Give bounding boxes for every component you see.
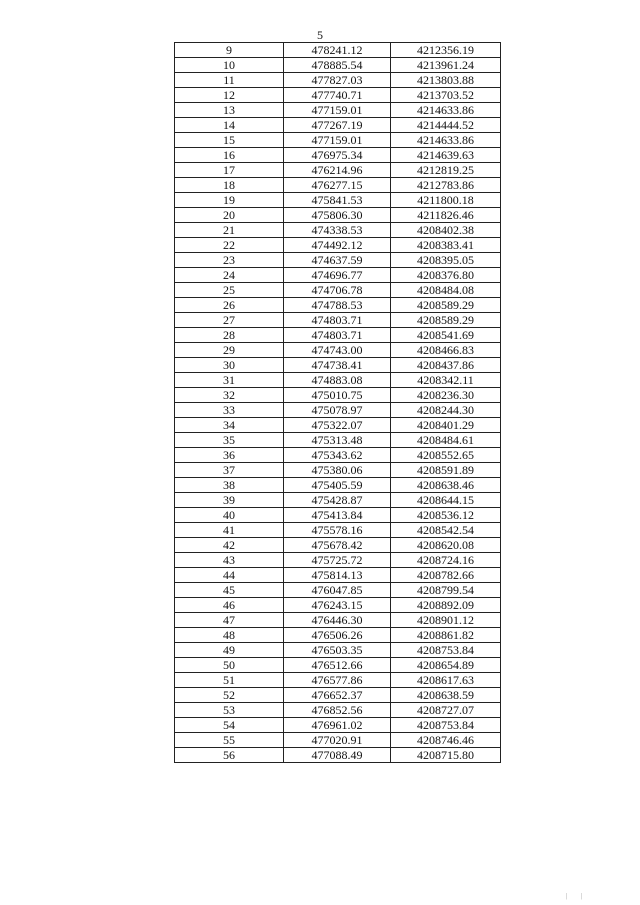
- table-row: [175, 58, 501, 73]
- x-coordinate-cell: 476512.66: [284, 658, 391, 673]
- y-coordinate-cell: 4208799.54: [391, 583, 501, 598]
- table-row: [175, 283, 501, 298]
- x-coordinate-cell: 475343.62: [284, 448, 391, 463]
- table-row: [175, 643, 501, 658]
- point-number-cell: 52: [175, 688, 284, 703]
- y-coordinate-cell: 4208589.29: [391, 313, 501, 328]
- table-row: [175, 388, 501, 403]
- x-coordinate-cell: 474696.77: [284, 268, 391, 283]
- y-coordinate-cell: 4208861.82: [391, 628, 501, 643]
- x-coordinate-cell: 476047.85: [284, 583, 391, 598]
- coordinates-table-body: [175, 43, 501, 763]
- table-row: [175, 613, 501, 628]
- y-coordinate-cell: 4208342.11: [391, 373, 501, 388]
- x-coordinate-cell: 476975.34: [284, 148, 391, 163]
- point-number-cell: 17: [175, 163, 284, 178]
- point-number-cell: 32: [175, 388, 284, 403]
- y-coordinate-cell: 4208892.09: [391, 598, 501, 613]
- x-coordinate-cell: 475678.42: [284, 538, 391, 553]
- point-number-cell: 29: [175, 343, 284, 358]
- table-row: [175, 583, 501, 598]
- x-coordinate-cell: 475380.06: [284, 463, 391, 478]
- y-coordinate-cell: 4208244.30: [391, 403, 501, 418]
- x-coordinate-cell: 474883.08: [284, 373, 391, 388]
- x-coordinate-cell: 477088.49: [284, 748, 391, 763]
- point-number-cell: 18: [175, 178, 284, 193]
- point-number-cell: 16: [175, 148, 284, 163]
- x-coordinate-cell: 476852.56: [284, 703, 391, 718]
- point-number-cell: 48: [175, 628, 284, 643]
- point-number-cell: 41: [175, 523, 284, 538]
- y-coordinate-cell: 4213703.52: [391, 88, 501, 103]
- point-number-cell: 40: [175, 508, 284, 523]
- y-coordinate-cell: 4208589.29: [391, 298, 501, 313]
- y-coordinate-cell: 4208395.05: [391, 253, 501, 268]
- y-coordinate-cell: 4208591.89: [391, 463, 501, 478]
- table-row: [175, 88, 501, 103]
- x-coordinate-cell: 476503.35: [284, 643, 391, 658]
- y-coordinate-cell: 4208746.46: [391, 733, 501, 748]
- table-row: [175, 478, 501, 493]
- x-coordinate-cell: 476214.96: [284, 163, 391, 178]
- point-number-cell: 53: [175, 703, 284, 718]
- y-coordinate-cell: 4208484.08: [391, 283, 501, 298]
- x-coordinate-cell: 478241.12: [284, 43, 391, 58]
- table-row: [175, 433, 501, 448]
- y-coordinate-cell: 4211826.46: [391, 208, 501, 223]
- x-coordinate-cell: 477159.01: [284, 103, 391, 118]
- table-row: [175, 178, 501, 193]
- point-number-cell: 23: [175, 253, 284, 268]
- table-row: [175, 718, 501, 733]
- x-coordinate-cell: 476961.02: [284, 718, 391, 733]
- coordinates-table: [174, 42, 501, 763]
- point-number-cell: 39: [175, 493, 284, 508]
- point-number-cell: 50: [175, 658, 284, 673]
- y-coordinate-cell: 4208753.84: [391, 643, 501, 658]
- x-coordinate-cell: 475725.72: [284, 553, 391, 568]
- table-row: [175, 598, 501, 613]
- y-coordinate-cell: 4208552.65: [391, 448, 501, 463]
- table-row: [175, 448, 501, 463]
- table-row: [175, 463, 501, 478]
- table-row: [175, 328, 501, 343]
- point-number-cell: 54: [175, 718, 284, 733]
- point-number-cell: 28: [175, 328, 284, 343]
- x-coordinate-cell: 474803.71: [284, 313, 391, 328]
- page-number: 5: [317, 28, 323, 42]
- table-row: [175, 673, 501, 688]
- point-number-cell: 35: [175, 433, 284, 448]
- point-number-cell: 34: [175, 418, 284, 433]
- y-coordinate-cell: 4211800.18: [391, 193, 501, 208]
- point-number-cell: 31: [175, 373, 284, 388]
- table-row: [175, 223, 501, 238]
- y-coordinate-cell: 4208376.80: [391, 268, 501, 283]
- x-coordinate-cell: 476277.15: [284, 178, 391, 193]
- table-row: [175, 523, 501, 538]
- y-coordinate-cell: 4208782.66: [391, 568, 501, 583]
- table-row: [175, 373, 501, 388]
- table-row: [175, 493, 501, 508]
- point-number-cell: 10: [175, 58, 284, 73]
- x-coordinate-cell: 475578.16: [284, 523, 391, 538]
- table-row: [175, 163, 501, 178]
- point-number-cell: 56: [175, 748, 284, 763]
- table-row: [175, 418, 501, 433]
- x-coordinate-cell: 475313.48: [284, 433, 391, 448]
- x-coordinate-cell: 474338.53: [284, 223, 391, 238]
- scan-corner-mark: | |: [566, 892, 589, 900]
- y-coordinate-cell: 4208620.08: [391, 538, 501, 553]
- y-coordinate-cell: 4208401.29: [391, 418, 501, 433]
- point-number-cell: 44: [175, 568, 284, 583]
- y-coordinate-cell: 4208724.16: [391, 553, 501, 568]
- x-coordinate-cell: 477740.71: [284, 88, 391, 103]
- table-row: [175, 73, 501, 88]
- table-row: [175, 103, 501, 118]
- table-row: [175, 313, 501, 328]
- y-coordinate-cell: 4208402.38: [391, 223, 501, 238]
- table-row: [175, 553, 501, 568]
- x-coordinate-cell: 474743.00: [284, 343, 391, 358]
- x-coordinate-cell: 474637.59: [284, 253, 391, 268]
- y-coordinate-cell: 4208638.46: [391, 478, 501, 493]
- x-coordinate-cell: 475814.13: [284, 568, 391, 583]
- x-coordinate-cell: 475428.87: [284, 493, 391, 508]
- table-row: [175, 343, 501, 358]
- point-number-cell: 15: [175, 133, 284, 148]
- point-number-cell: 26: [175, 298, 284, 313]
- table-row: [175, 298, 501, 313]
- x-coordinate-cell: 476577.86: [284, 673, 391, 688]
- table-row: [175, 208, 501, 223]
- table-row: [175, 118, 501, 133]
- table-row: [175, 193, 501, 208]
- point-number-cell: 22: [175, 238, 284, 253]
- y-coordinate-cell: 4208466.83: [391, 343, 501, 358]
- table-row: [175, 403, 501, 418]
- y-coordinate-cell: 4212356.19: [391, 43, 501, 58]
- point-number-cell: 51: [175, 673, 284, 688]
- point-number-cell: 12: [175, 88, 284, 103]
- x-coordinate-cell: 474492.12: [284, 238, 391, 253]
- point-number-cell: 19: [175, 193, 284, 208]
- point-number-cell: 33: [175, 403, 284, 418]
- x-coordinate-cell: 475010.75: [284, 388, 391, 403]
- x-coordinate-cell: 475806.30: [284, 208, 391, 223]
- x-coordinate-cell: 474706.78: [284, 283, 391, 298]
- y-coordinate-cell: 4208617.63: [391, 673, 501, 688]
- table-row: [175, 628, 501, 643]
- x-coordinate-cell: 474738.41: [284, 358, 391, 373]
- y-coordinate-cell: 4208753.84: [391, 718, 501, 733]
- table-row: [175, 358, 501, 373]
- y-coordinate-cell: 4208901.12: [391, 613, 501, 628]
- y-coordinate-cell: 4214633.86: [391, 103, 501, 118]
- point-number-cell: 46: [175, 598, 284, 613]
- x-coordinate-cell: 476506.26: [284, 628, 391, 643]
- x-coordinate-cell: 476243.15: [284, 598, 391, 613]
- x-coordinate-cell: 474803.71: [284, 328, 391, 343]
- point-number-cell: 55: [175, 733, 284, 748]
- x-coordinate-cell: 477159.01: [284, 133, 391, 148]
- table-row: [175, 538, 501, 553]
- point-number-cell: 11: [175, 73, 284, 88]
- x-coordinate-cell: 475405.59: [284, 478, 391, 493]
- y-coordinate-cell: 4208715.80: [391, 748, 501, 763]
- point-number-cell: 45: [175, 583, 284, 598]
- point-number-cell: 47: [175, 613, 284, 628]
- x-coordinate-cell: 475841.53: [284, 193, 391, 208]
- point-number-cell: 21: [175, 223, 284, 238]
- point-number-cell: 24: [175, 268, 284, 283]
- point-number-cell: 38: [175, 478, 284, 493]
- y-coordinate-cell: 4212819.25: [391, 163, 501, 178]
- table-row: [175, 508, 501, 523]
- y-coordinate-cell: 4208654.89: [391, 658, 501, 673]
- y-coordinate-cell: 4208383.41: [391, 238, 501, 253]
- table-row: [175, 43, 501, 58]
- x-coordinate-cell: 477020.91: [284, 733, 391, 748]
- y-coordinate-cell: 4208727.07: [391, 703, 501, 718]
- table-row: [175, 733, 501, 748]
- x-coordinate-cell: 475078.97: [284, 403, 391, 418]
- x-coordinate-cell: 477267.19: [284, 118, 391, 133]
- y-coordinate-cell: 4214444.52: [391, 118, 501, 133]
- x-coordinate-cell: 476446.30: [284, 613, 391, 628]
- y-coordinate-cell: 4208644.15: [391, 493, 501, 508]
- table-row: [175, 703, 501, 718]
- y-coordinate-cell: 4214639.63: [391, 148, 501, 163]
- y-coordinate-cell: 4213961.24: [391, 58, 501, 73]
- point-number-cell: 13: [175, 103, 284, 118]
- table-row: [175, 148, 501, 163]
- point-number-cell: 25: [175, 283, 284, 298]
- table-row: [175, 568, 501, 583]
- y-coordinate-cell: 4208541.69: [391, 328, 501, 343]
- table-row: [175, 658, 501, 673]
- y-coordinate-cell: 4208638.59: [391, 688, 501, 703]
- point-number-cell: 27: [175, 313, 284, 328]
- point-number-cell: 43: [175, 553, 284, 568]
- x-coordinate-cell: 477827.03: [284, 73, 391, 88]
- y-coordinate-cell: 4208542.54: [391, 523, 501, 538]
- point-number-cell: 30: [175, 358, 284, 373]
- table-row: [175, 688, 501, 703]
- y-coordinate-cell: 4214633.86: [391, 133, 501, 148]
- table-row: [175, 253, 501, 268]
- x-coordinate-cell: 475322.07: [284, 418, 391, 433]
- x-coordinate-cell: 474788.53: [284, 298, 391, 313]
- x-coordinate-cell: 475413.84: [284, 508, 391, 523]
- y-coordinate-cell: 4208236.30: [391, 388, 501, 403]
- y-coordinate-cell: 4213803.88: [391, 73, 501, 88]
- point-number-cell: 49: [175, 643, 284, 658]
- point-number-cell: 20: [175, 208, 284, 223]
- point-number-cell: 9: [175, 43, 284, 58]
- y-coordinate-cell: 4208536.12: [391, 508, 501, 523]
- point-number-cell: 36: [175, 448, 284, 463]
- point-number-cell: 37: [175, 463, 284, 478]
- x-coordinate-cell: 476652.37: [284, 688, 391, 703]
- table-row: [175, 133, 501, 148]
- table-row: [175, 748, 501, 763]
- point-number-cell: 14: [175, 118, 284, 133]
- y-coordinate-cell: 4212783.86: [391, 178, 501, 193]
- x-coordinate-cell: 478885.54: [284, 58, 391, 73]
- y-coordinate-cell: 4208437.86: [391, 358, 501, 373]
- table-row: [175, 268, 501, 283]
- y-coordinate-cell: 4208484.61: [391, 433, 501, 448]
- table-row: [175, 238, 501, 253]
- point-number-cell: 42: [175, 538, 284, 553]
